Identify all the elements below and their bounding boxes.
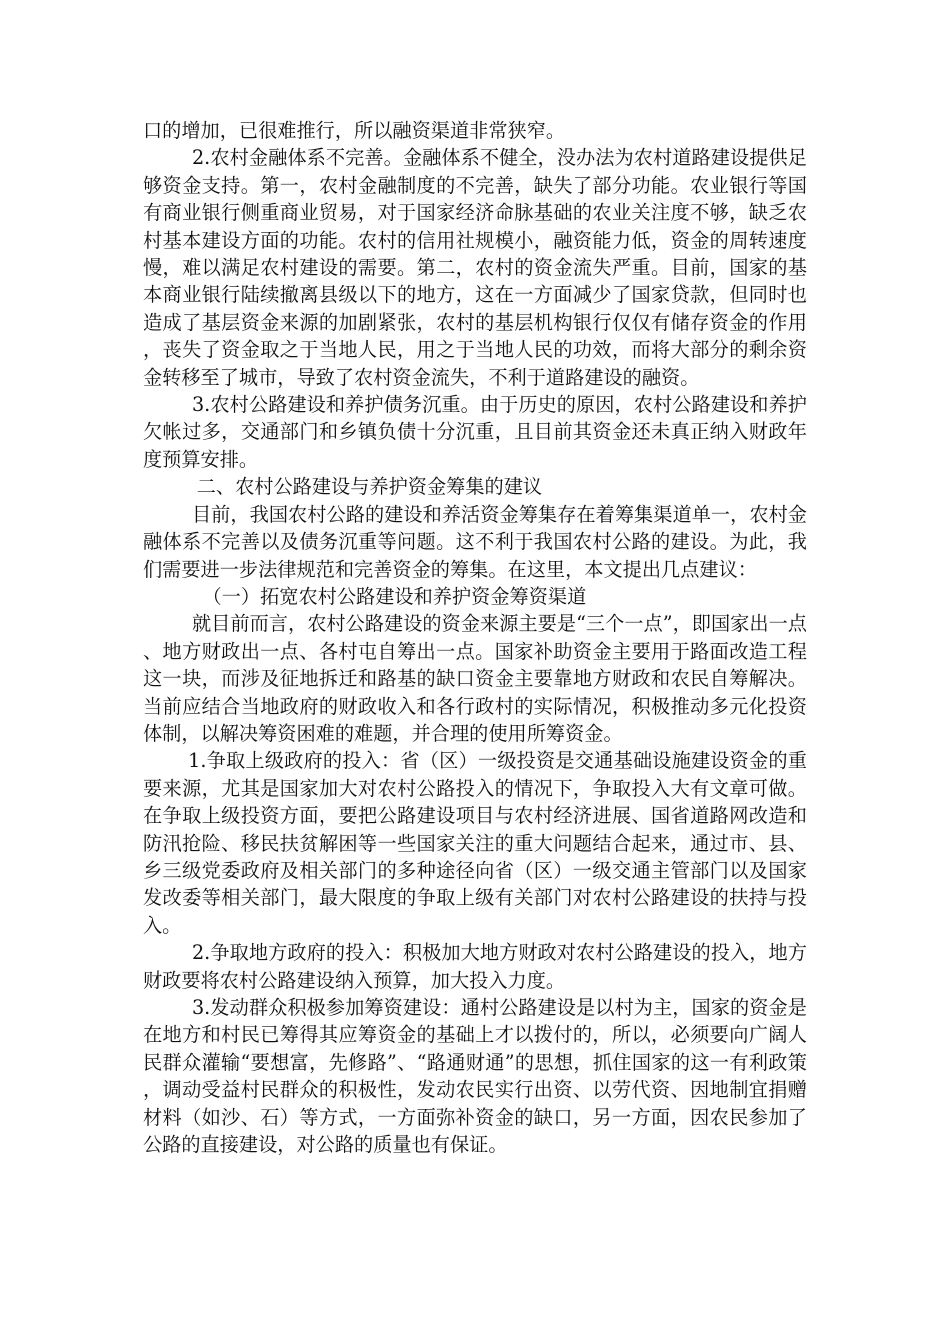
- paragraph-continuation: 口的增加，已很难推行，所以融资渠道非常狭窄。: [143, 119, 566, 142]
- subsection-heading-channels: （一）拓宽农村公路建设和养护资金筹资渠道: [202, 584, 587, 608]
- paragraph-debt: 3.农村公路建设和养护债务沉重。由于历史的原因，农村公路建设和养护欠帐过多，交通部门和乡镇负债十分沉重，且目前其资金还未真正纳入财政年度预算安排。: [143, 393, 807, 471]
- paragraph-higher-government: 1.争取上级政府的投入：省（区）一级投资是交通基础设施建设资金的重要来源，尤其是国家加大对农村公路投入的情况下，争取投入大有文章可做。在争取上级投资方面，要把公路建设项目与农村经济进展、国省道路网改造和防汛抢险、移民扶贫解困等一些国家关注的重大问题结合起来，通过市、县、乡三级党委政府及相关部门的多种途径向省（区）一级交通主管部门以及国家发改委等相关部门，最大限度的争取上级有关部门对农村公路建设的扶持与投入。: [143, 749, 807, 937]
- paragraph-funding-sources: 就目前而言，农村公路建设的资金来源主要是“三个一点”，即国家出一点、地方财政出一点、各村屯自筹出一点。国家补助资金主要用于路面改造工程这一块，而涉及征地拆迁和路基的缺口资金主要靠地方财政和农民自筹解决。当前应结合当地政府的财政收入和各行政村的实际情况，积极推动多元化投资体制，以解决筹资困难的难题，并合理的使用所筹资金。: [143, 612, 807, 745]
- section-heading-suggestions: 二、农村公路建设与养护资金筹集的建议: [196, 475, 543, 499]
- paragraph-local-government: 2.争取地方政府的投入：积极加大地方财政对农村公路建设的投入，地方财政要将农村公路建设纳入预算，加大投入力度。: [143, 941, 807, 992]
- paragraph-rural-finance: 2.农村金融体系不完善。金融体系不健全，没办法为农村道路建设提供足够资金支持。第一，农村金融制度的不完善，缺失了部分功能。农业银行等国有商业银行侧重商业贸易，对于国家经济命脉基础的农业关注度不够，缺乏农村基本建设方面的功能。农村的信用社规模小，融资能力低，资金的周转速度慢，难以满足农村建设的需要。第二，农村的资金流失严重。目前，国家的基本商业银行陆续撤离县级以下的地方，这在一方面减少了国家贷款，但同时也造成了基层资金来源的加剧紧张，农村的基层机构银行仅仅有储存资金的作用，丧失了资金取之于当地人民，用之于当地人民的功效，而将大部分的剩余资金转移至了城市，导致了农村资金流失，不利于道路建设的融资。: [143, 146, 807, 389]
- document-body: [143, 117, 807, 1158]
- paragraph-mobilize-public: 3.发动群众积极参加筹资建设：通村公路建设是以村为主，国家的资金是在地方和村民已筹得其应筹资金的基础上才以拨付的，所以，必须要向广阔人民群众灌输“要想富，先修路”、“路通财通”的思想，抓住国家的这一有利政策，调动受益村民群众的积极性，发动农民实行出资、以劳代资、因地制宜捐赠材料（如沙、石）等方式，一方面弥补资金的缺口，另一方面，因农民参加了公路的直接建设，对公路的质量也有保证。: [143, 996, 807, 1157]
- paragraph-intro-suggestions: 目前，我国农村公路的建设和养活资金筹集存在着筹集渠道单一，农村金融体系不完善以及债务沉重等问题。这不利于我国农村公路的建设。为此，我们需要进一步法律规范和完善资金的筹集。在这里，本文提出几点建议：: [143, 502, 807, 581]
